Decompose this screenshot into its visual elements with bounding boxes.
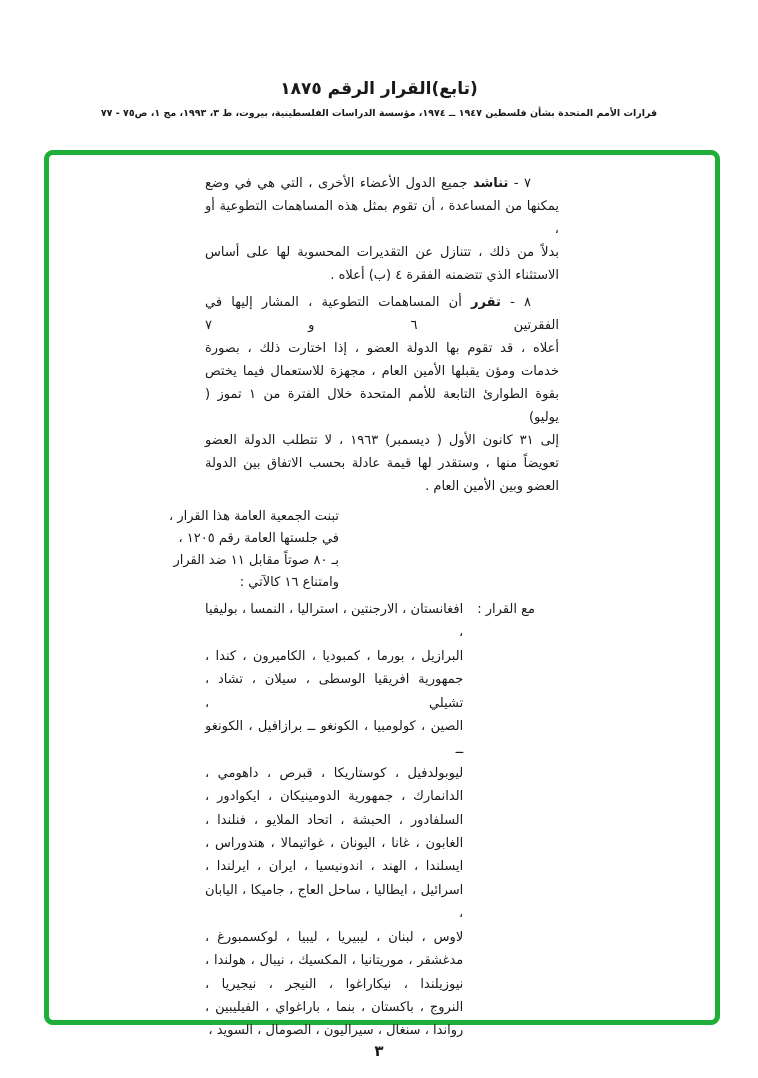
source-citation: قرارات الأمم المتحدة بشأن فلسطين ١٩٤٧ ــ ١٩٧٤، مؤسسة الدراسات الفلسطينية، بيروت، ط ٣، ١٩٩٣، مج ١، ص٧٥ - ٧٧	[100, 108, 658, 119]
country-line: النروج ، باكستان ، بنما ، باراغواي ، الفيليبين ،	[205, 999, 464, 1015]
country-line: جمهورية افريقيا الوسطى ، سيلان ، تشاد ، تشيلي ،	[205, 672, 464, 711]
country-line: اسرائيل ، ايطاليا ، ساحل العاج ، جاميكا ، اليابان ،	[205, 882, 464, 922]
text-line: الاستثناء الذي تتضمنه الفقرة ٤ (ب) أعلاه .	[330, 268, 559, 283]
adoption-line: تبنت الجمعية العامة هذا القرار ،	[169, 509, 339, 524]
text-line: بدلاً من ذلك ، تتنازل عن التقديرات المحسوبة لها على أساس	[205, 245, 559, 260]
adoption-line: في جلستها العامة رقم ١٢٠٥ ،	[178, 531, 339, 546]
country-line: الغابون ، غانا ، اليونان ، غواتيمالا ، هندوراس ،	[205, 836, 464, 852]
country-line: نيوزيلندا ، نيكاراغوا ، النيجر ، نيجيريا ،	[205, 976, 464, 992]
text-line: أعلاه ، قد تقوم بها الدولة العضو ، إذا اختارت ذلك ، بصورة	[205, 341, 559, 356]
vote-with-names	[205, 598, 463, 1043]
country-line: السلفادور ، الحبشة ، اتحاد الملايو ، فنلندا ،	[205, 812, 464, 828]
adoption-statement	[169, 506, 559, 594]
line-text: جميع الدول الأعضاء الأخرى ، التي هي في وضع	[205, 176, 468, 191]
paragraph-number: ٧ -	[513, 176, 532, 191]
text-line: إلى ٣١ كانون الأول ( ديسمبر) ١٩٦٣ ، لا تتطلب الدولة العضو	[205, 433, 560, 448]
country-line: مدغشقر ، موريتانيا ، المكسيك ، نيبال ، هولندا ،	[205, 953, 464, 969]
keyword-bold: تقرر	[471, 295, 501, 310]
page-number: ٣	[374, 1042, 384, 1060]
paragraph-8	[205, 291, 559, 498]
country-line: الصين ، كولومبيا ، الكونغو ــ برازافيل ، الكونغو ــ	[205, 719, 464, 758]
country-line: لاوس ، لبنان ، ليبيريا ، ليبيا ، لوكسمبورغ ،	[205, 929, 464, 945]
resolution-text	[169, 172, 560, 1043]
country-line: الدانمارك ، جمهورية الدومينيكان ، ايكوادور ،	[205, 789, 464, 805]
country-line: ليوبولدفيل ، كوستاريكا ، قبرص ، داهومي ،	[205, 765, 464, 781]
country-line: ايسلندا ، الهند ، اندونيسيا ، ايران ، ايرلندا ،	[205, 859, 464, 875]
text-line: العضو وبين الأمين العام .	[425, 479, 559, 494]
country-line: البرازيل ، بورما ، كمبوديا ، الكاميرون ، كندا ،	[205, 648, 464, 664]
text-line: يمكنها من المساعدة ، أن تقوم بمثل هذه المساهمات التطوعية أو ،	[205, 199, 559, 237]
paragraph-number: ٨ -	[510, 295, 531, 310]
vote-with-block	[205, 598, 535, 1043]
page-title: (تابع)القرار الرقم ١٨٧٥	[280, 79, 478, 99]
text-line: بقوة الطوارئ التابعة للأمم المتحدة خلال الفترة من ١ تموز ( يوليو)	[205, 387, 559, 425]
keyword-bold: تناشد	[472, 176, 509, 191]
vote-with-label: مع القرار :	[477, 602, 535, 617]
paragraph-7	[205, 172, 559, 287]
text-line: تعويضاً منها ، وستقدر لها قيمة عادلة بحسب الاتفاق بين الدولة	[205, 456, 559, 471]
text-line	[205, 291, 559, 337]
text-line	[205, 172, 559, 195]
country-line: افغانستان ، الارجنتين ، استراليا ، النمسا ، بوليفيا ،	[205, 602, 464, 641]
country-line: رواندا ، سنغال ، سيراليون ، الصومال ، السويد ،	[208, 1023, 464, 1039]
adoption-line: وامتناع ١٦ كالآتي :	[239, 575, 339, 590]
text-line: خدمات ومؤن يقبلها الأمين العام ، مجهزة للاستعمال فيما يختص	[205, 364, 559, 379]
adoption-line: بـ ٨٠ صوتاً مقابل ١١ ضد القرار	[173, 553, 339, 568]
line-text: أن المساهمات التطوعية ، المشار إليها في الفقرتين ٦ و ٧	[205, 295, 560, 333]
